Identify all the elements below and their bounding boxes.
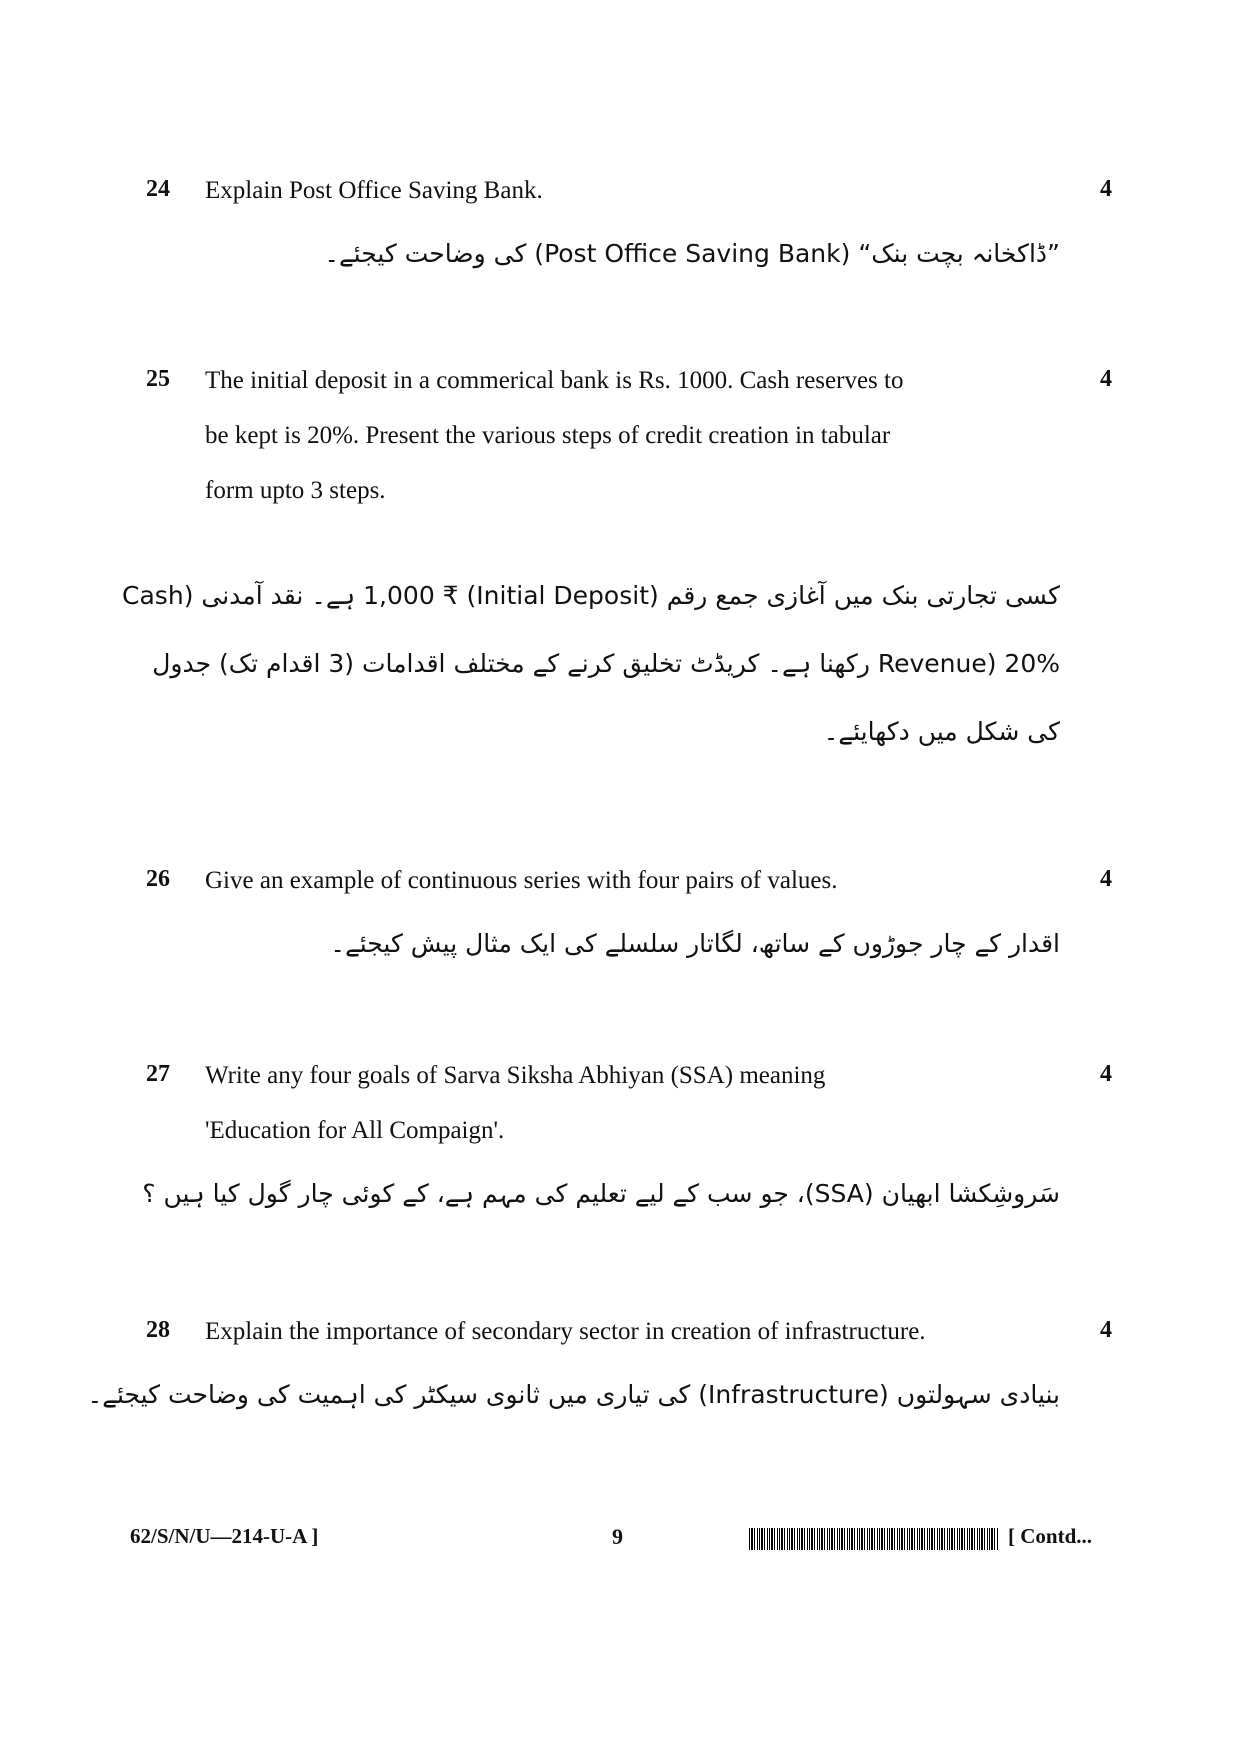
question-text-english <box>205 353 1045 518</box>
barcode-icon <box>749 1528 999 1550</box>
english-line: Write any four goals of Sarva Siksha Abhiyan (SSA) meaning <box>205 1062 826 1089</box>
english-line: Explain the importance of secondary sector in creation of infrastructure. <box>205 1318 926 1345</box>
english-line: form upto 3 steps. <box>205 477 386 504</box>
urdu-line: سَروشِکشا ابھیان (SSA)، جو سب کے لیے تعلیم کی مہم ہے، کے کوئی چار گول کیا ہیں ؟ <box>142 1179 1060 1208</box>
urdu-line: Revenue) 20% رکھنا ہے۔ کریڈٹ تخلیق کرنے کے مختلف اقدامات (3 اقدام تک) جدول <box>152 649 1060 678</box>
english-line: Give an example of continuous series with four pairs of values. <box>205 867 838 894</box>
question-marks: 4 <box>1100 1061 1112 1087</box>
continued-label: [ Contd... <box>1008 1524 1093 1548</box>
question-text-urdu <box>122 562 1060 766</box>
english-line: 'Education for All Compaign'. <box>205 1117 505 1144</box>
question-number: 27 <box>146 1061 170 1087</box>
urdu-line: ”ڈاکخانہ بچت بنک“ (Post Office Saving Bank) کی وضاحت کیجئے۔ <box>324 239 1060 268</box>
question-number: 28 <box>146 1317 170 1343</box>
urdu-line: کسی تجارتی بنک میں آغازی جمع رقم (Initial Deposit) ₹ 1,000 ہے۔ نقد آمدنی (Cash <box>122 581 1060 610</box>
english-line: The initial deposit in a commerical bank is Rs. 1000. Cash reserves to <box>205 367 904 394</box>
urdu-line: کی شکل میں دکھایئے۔ <box>823 717 1060 746</box>
english-line: be kept is 20%. Present the various steps of credit creation in tabular <box>205 422 891 449</box>
english-line: Explain Post Office Saving Bank. <box>205 177 543 204</box>
question-text-urdu <box>142 1160 1060 1228</box>
question-marks: 4 <box>1100 1317 1112 1343</box>
question-marks: 4 <box>1100 366 1112 392</box>
question-number: 24 <box>146 176 170 202</box>
question-text-english <box>205 1048 1045 1158</box>
question-number: 25 <box>146 366 170 392</box>
page-number: 9 <box>612 1524 623 1549</box>
question-marks: 4 <box>1100 866 1112 892</box>
question-text-urdu <box>87 1361 1060 1429</box>
question-text-urdu <box>180 220 1060 288</box>
page-footer <box>0 1524 1240 1564</box>
question-text-english <box>205 1304 1045 1359</box>
question-text-english <box>205 853 1045 908</box>
urdu-line: اقدار کے چار جوڑوں کے ساتھ، لگاتار سلسلے کی ایک مثال پیش کیجئے۔ <box>330 929 1060 958</box>
question-text-english <box>205 163 1045 218</box>
question-marks: 4 <box>1100 176 1112 202</box>
urdu-line: بنیادی سہولتوں (Infrastructure) کی تیاری میں ثانوی سیکٹر کی اہمیت کی وضاحت کیجئے۔ <box>87 1380 1060 1409</box>
question-number: 26 <box>146 866 170 892</box>
paper-code: 62/S/N/U—214-U-A ] <box>130 1524 319 1548</box>
question-text-urdu <box>180 910 1060 978</box>
